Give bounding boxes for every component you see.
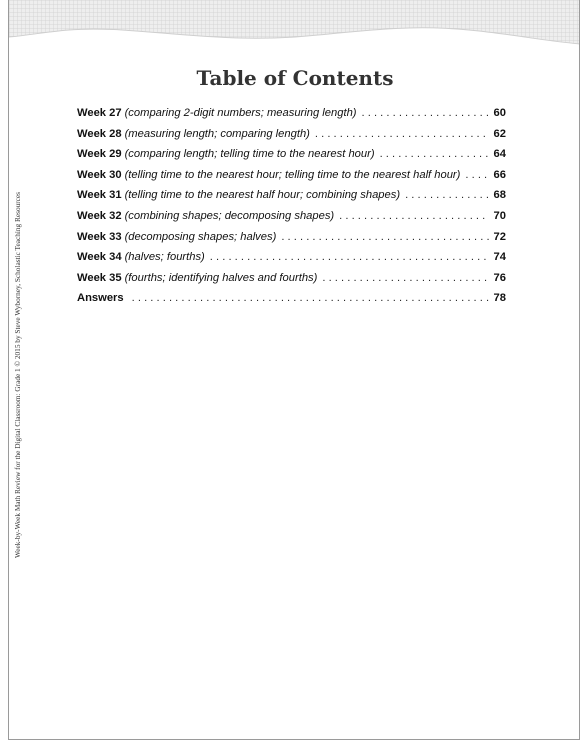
toc-week: Week 31 xyxy=(77,189,122,202)
toc-page-number: 64 xyxy=(493,148,506,161)
dot-leader xyxy=(465,169,488,181)
toc-row xyxy=(77,189,506,210)
toc-row xyxy=(77,210,506,231)
table-of-contents xyxy=(77,107,506,313)
document-page xyxy=(8,0,580,740)
toc-row xyxy=(77,148,506,169)
dot-leader xyxy=(380,148,489,160)
toc-week: Week 35 xyxy=(77,271,122,284)
toc-week: Week 28 xyxy=(77,127,122,140)
toc-topic: (measuring length; comparing length) xyxy=(124,127,310,140)
toc-week: Week 33 xyxy=(77,230,122,243)
toc-row xyxy=(77,107,506,128)
dot-leader xyxy=(322,272,488,284)
toc-week: Week 34 xyxy=(77,251,122,264)
toc-topic: (telling time to the nearest hour; telling time to the nearest half hour) xyxy=(124,168,461,181)
dot-leader xyxy=(339,210,488,222)
dot-leader xyxy=(315,128,489,140)
toc-week: Week 30 xyxy=(77,168,122,181)
toc-topic: (comparing length; telling time to the nearest hour) xyxy=(124,148,375,161)
toc-topic: (halves; fourths) xyxy=(124,251,205,264)
toc-answers: Answers xyxy=(77,292,124,305)
copyright-sidebar: Week-by-Week Math Review for the Digital Classroom: Grade 1 © 2015 by Steve Wyborney, Scholastic Teaching Resources xyxy=(13,192,22,559)
toc-page-number: 68 xyxy=(493,189,506,202)
toc-page-number: 66 xyxy=(493,168,506,181)
toc-row xyxy=(77,231,506,252)
toc-week: Week 29 xyxy=(77,148,122,161)
toc-topic: (telling time to the nearest half hour; combining shapes) xyxy=(124,189,401,202)
toc-page-number: 70 xyxy=(493,209,506,222)
grid-paper-banner xyxy=(9,0,580,50)
toc-page-number: 60 xyxy=(493,107,506,119)
toc-topic: (combining shapes; decomposing shapes) xyxy=(124,209,335,222)
toc-row xyxy=(77,128,506,149)
toc-topic: (fourths; identifying halves and fourths) xyxy=(124,271,318,284)
dot-leader xyxy=(132,292,489,304)
toc-week: Week 27 xyxy=(77,107,122,119)
toc-page-number: 62 xyxy=(493,127,506,140)
toc-row xyxy=(77,292,506,313)
toc-row xyxy=(77,251,506,272)
toc-topic: (decomposing shapes; halves) xyxy=(124,230,277,243)
dot-leader xyxy=(210,251,489,263)
toc-page-number: 76 xyxy=(493,271,506,284)
toc-page-number: 72 xyxy=(493,230,506,243)
toc-week: Week 32 xyxy=(77,209,122,222)
dot-leader xyxy=(281,231,488,243)
toc-topic: (comparing 2-digit numbers; measuring length) xyxy=(124,107,357,119)
page-title: Table of Contents xyxy=(196,66,394,90)
dot-leader xyxy=(405,189,488,201)
toc-page-number: 78 xyxy=(493,292,506,305)
dot-leader xyxy=(362,107,489,119)
toc-row xyxy=(77,169,506,190)
toc-page-number: 74 xyxy=(493,251,506,264)
toc-row xyxy=(77,272,506,293)
